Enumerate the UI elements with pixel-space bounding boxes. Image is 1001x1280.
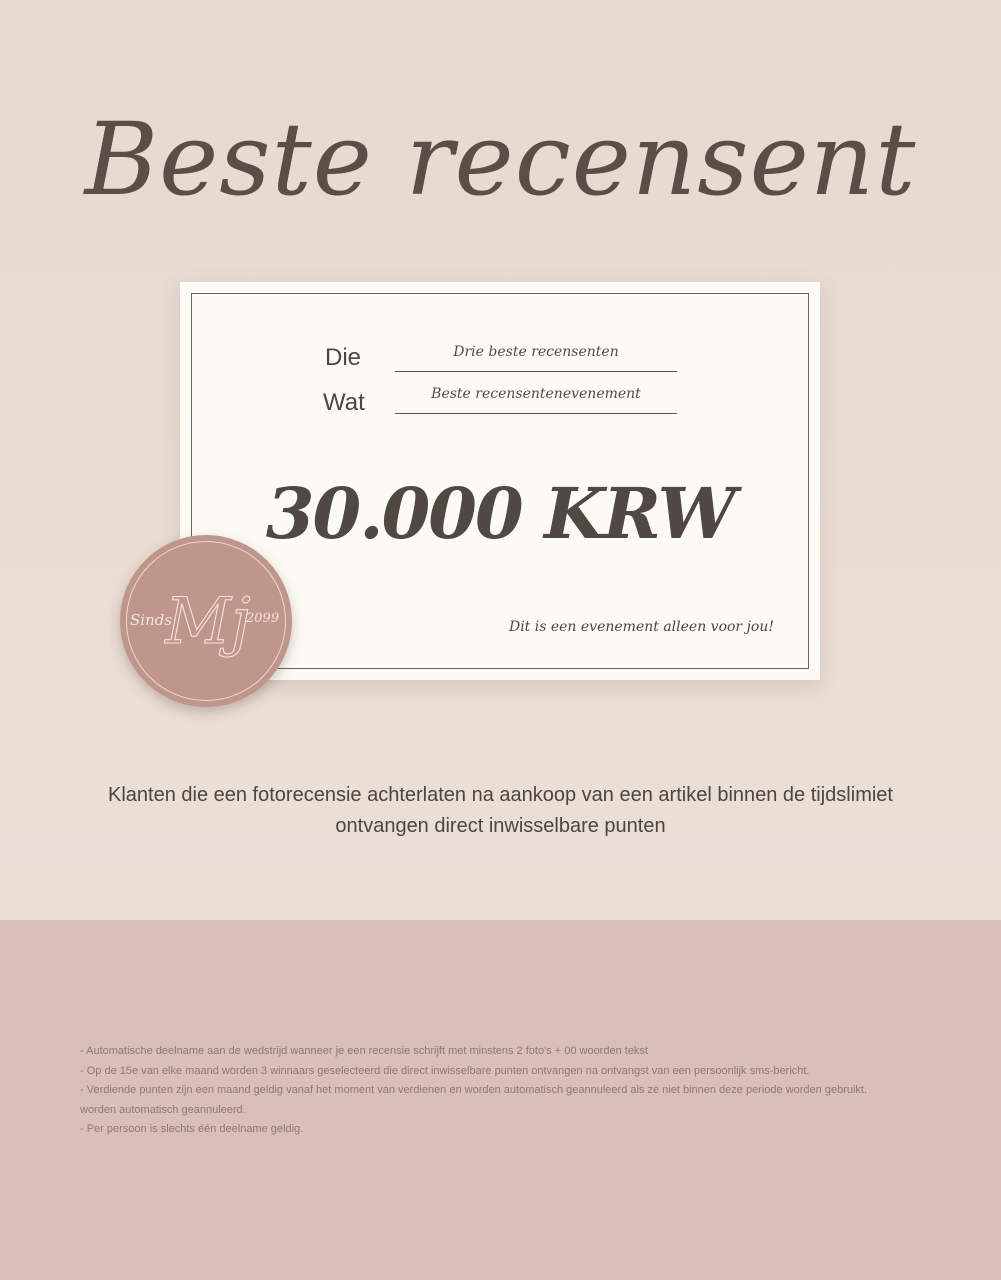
description-text: Klanten die een fotorecensie achterlaten na aankoop van een artikel binnen de tijdslimiet ontvangen direct inwisselbare punten [108,784,893,837]
terms-item: - Verdiende punten zijn een maand geldig vanaf het moment van verdienen en worden automatisch geannuleerd als ze niet binnen deze periode worden gebruikt. [80,1084,868,1096]
svg-text:Mj: Mj [165,585,251,659]
voucher-line-what [395,413,677,414]
voucher-amount: 30.000 KRW [265,472,735,555]
voucher-label-who: Die [325,344,362,371]
terms-list [80,1042,940,1140]
terms-item: worden automatisch geannuleerd. [80,1103,246,1116]
voucher-line-who [395,371,677,372]
brand-seal [120,535,292,707]
seal-left-text: Sinds [130,611,173,629]
voucher-label-what: Wat [323,389,365,416]
voucher-note: Dit is een evenement alleen voor jou! [508,619,774,635]
seal-right-text: 2099 [246,611,280,626]
voucher-value-what: Beste recensentenevenement [431,386,641,402]
terms-item: - Per persoon is slechts één deelname geldig. [80,1123,304,1135]
voucher-value-who: Drie beste recensenten [453,344,619,360]
terms-item: - Op de 15e van elke maand worden 3 winnaars geselecteerd die direct inwisselbare punten ontvangen na ontvangst van een persoonlijk sms-bericht. [80,1064,810,1077]
terms-item: - Automatische deelname aan de wedstrijd wanneer je een recensie schrijft met minstens 2 foto's + 00 woorden tekst [80,1045,648,1057]
headline: Beste recensent [84,101,917,218]
